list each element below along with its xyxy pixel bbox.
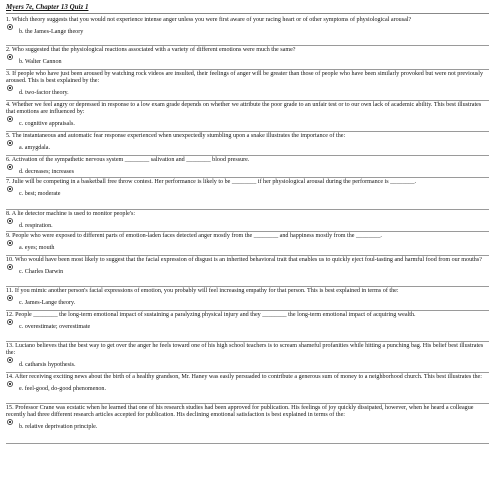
answer-row [6,24,489,37]
answer-row [6,319,489,332]
question-text: 14. After receiving exciting news about the birth of a healthy grandson, Mr. Haney was easily persuaded to contribute a generous sum of money to a neighborhood church. This best illustrates the: [6,374,482,380]
answer-text: b. the James-Lange theory [19,29,84,36]
answer-radio[interactable] [7,240,13,246]
answer-text: d. decreases; increases [19,169,74,176]
question-text: 8. A lie detector machine is used to monitor people's: [6,211,136,217]
answer-row [6,240,489,253]
answer-radio[interactable] [7,164,13,170]
question-item [6,256,489,287]
question-item [6,46,489,70]
answer-radio[interactable] [7,381,13,387]
answer-row [6,54,489,67]
question-text: 13. Luciano believes that the best way to get over the anger he feels toward one of his high school teachers is to scream shameful profanities while hitting a punching bag. His belief best illustrates the: [6,343,484,357]
question-text: 9. People who were exposed to different parts of emotion-laden faces detected anger mostly from the ________ and happiness mostly from the ________. [6,233,382,239]
quiz-title: Myers 7e, Chapter 13 Quiz 1 [6,3,489,14]
answer-row [6,218,489,231]
answer-text: b. relative deprivation principle. [19,424,98,431]
answer-radio[interactable] [7,140,13,146]
answer-row [6,116,489,129]
question-item [6,156,489,178]
question-text: 2. Who suggested that the physiological reactions associated with a variety of different emotions were much the same? [6,47,296,53]
question-text: 6. Activation of the sympathetic nervous system ________ salivation and ________ blood pressure. [6,157,250,163]
answer-row [6,85,489,98]
answer-radio[interactable] [7,295,13,301]
answer-radio[interactable] [7,264,13,270]
question-text: 4. Whether we feel angry or depressed in response to a low exam grade depends on whether we attribute the poor grade to an unfair test or to our own lack of academic ability. This best illustrates that emotions are influenced by: [6,102,482,116]
answer-text: c. cognitive appraisals. [19,121,75,128]
answer-radio[interactable] [7,54,13,60]
answer-row [6,381,489,394]
question-item [6,311,489,342]
answer-radio[interactable] [7,357,13,363]
answer-text: c. James-Lange theory. [19,300,76,307]
answer-radio[interactable] [7,419,13,425]
question-text: 3. If people who have just been aroused by watching rock videos are insulted, their feelings of anger will be greater than those of people who have been similarly provoked but were not previously aroused. This is best explained by the: [6,71,484,85]
answer-radio[interactable] [7,85,13,91]
question-item [6,210,489,232]
question-text: 1. Which theory suggests that you would not experience intense anger unless you were first aware of your racing heart or of other symptoms of physiological arousal? [6,17,412,23]
question-item [6,132,489,156]
answer-row [6,295,489,308]
question-item [6,342,489,373]
answer-row [6,140,489,153]
answer-text: b. Walter Cannon [19,59,62,66]
answer-row [6,357,489,370]
question-text: 10. Who would have been most likely to suggest that the facial expression of disgust is an inherited behavioral trait that enables us to quickly eject foul-tasting and harmful food from our mouths? [6,257,482,263]
question-text: 11. If you mimic another person's facial expressions of emotion, you probably will feel increasing empathy for that person. This is best explained in terms of the: [6,288,399,294]
answer-row [6,186,489,199]
answer-text: d. respiration. [19,223,53,230]
answer-radio[interactable] [7,186,13,192]
question-item [6,404,489,444]
question-list [6,16,489,444]
answer-text: a. eyes; mouth [19,245,55,252]
question-item [6,232,489,256]
answer-text: c. Charles Darwin [19,269,64,276]
question-item [6,178,489,210]
answer-text: a. amygdala. [19,145,50,152]
question-item [6,373,489,404]
answer-radio[interactable] [7,116,13,122]
question-text: 7. Julie will be competing in a basketball free throw contest. Her performance is likely to be ________ if her physiological arousal during the performance is ________. [6,179,417,185]
answer-text: d. catharsis hypothesis. [19,362,76,369]
question-item [6,101,489,132]
answer-radio[interactable] [7,218,13,224]
question-item [6,16,489,46]
answer-radio[interactable] [7,319,13,325]
answer-radio[interactable] [7,24,13,30]
answer-text: c. best; moderate [19,191,61,198]
question-text: 5. The instantaneous and automatic fear response experienced when unexpectedly stumbling upon a snake illustrates the importance of the: [6,133,346,139]
answer-text: e. feel-good, do-good phenomenon. [19,386,106,393]
answer-row [6,164,489,177]
answer-text: c. overestimate; overestimate [19,324,91,331]
answer-row [6,264,489,277]
question-text: 12. People ________ the long-term emotional impact of sustaining a paralyzing physical injury and they ________ the long-term emotional impact of acquiring wealth. [6,312,416,318]
question-item [6,287,489,311]
question-text: 15. Professor Crane was ecstatic when he learned that one of his research studies had been approved for publication. His feelings of joy quickly dissipated, however, when he heard a colleague recently had three different research articles accepted for publication. His declining emotional satisfaction is best explained in terms of the: [6,405,474,419]
answer-text: d. two-factor theory. [19,90,69,97]
question-item [6,70,489,101]
answer-row [6,419,489,432]
